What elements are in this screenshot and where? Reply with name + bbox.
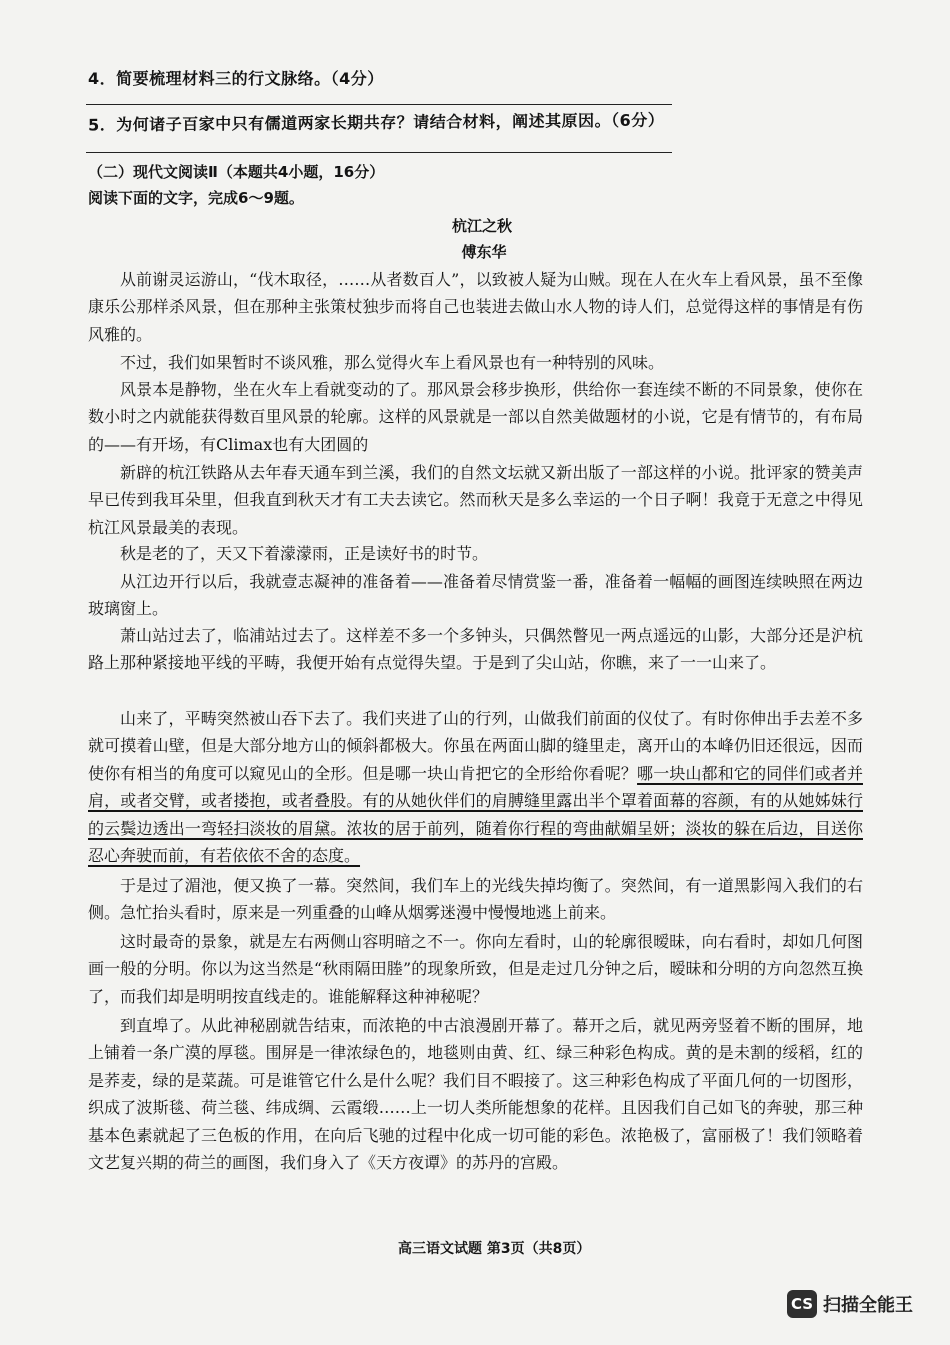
question-5: 5．为何诸子百家中只有儒道两家长期共存？请结合材料，阐述其原因。（6分）: [87, 110, 665, 135]
paragraph-7: 萧山站过去了，临浦站过去了。这样差不多一个多钟头，只偶然瞥见一两点遥远的山影，大部分还是沪杭路上那种紧接地平线的平畴，我便开始有点觉得失望。于是到了尖山站，你瞧，来了一一山来了。: [88, 626, 863, 673]
paragraph-10: 这时最奇的景象，就是左右两侧山容明暗之不一。你向左看时，山的轮廓很暧昧，向右看时，却如几何图画一般的分明。你以为这当然是“秋雨隔田塍”的现象所致，但是走过几分钟之后，暧昧和分明的方向忽然互换了，而我们却是明明按直线走的。谁能解释这种神秘呢？: [88, 932, 863, 1006]
answer-line-5: [86, 152, 672, 153]
paragraph-11: 到直埠了。从此神秘剧就告结束，而浓艳的中古浪漫剧开幕了。幕开之后，就见两旁竖着不断的围屏，地上铺着一条广漠的厚毯。围屏是一律浓绿色的，地毯则由黄、红、绿三种彩色构成。黄的是未割的绥稻，红的是荞麦，绿的是菜蔬。可是谁管它什么是什么呢？我们目不暇接了。这三种彩色构成了平面几何的一切图形，织成了波斯毯、荷兰毯、纬成绸、云霞缎……上一切人类所能想象的花样。且因我们自己如飞的奔驶，那三种基本色素就起了三色板的作用，在向后飞驰的过程中化成一切可能的彩色。浓艳极了，富丽极了！我们领略着文艺复兴期的荷兰的画图，我们身入了《天方夜谭》的苏丹的宫殿。: [88, 1016, 863, 1173]
paragraph-5: 秋是老的了，天又下着濛濛雨，正是读好书的时节。: [120, 544, 489, 563]
watermark-text: 扫描全能王: [823, 1295, 913, 1316]
scanner-watermark: [787, 1290, 913, 1318]
paragraph-8-underlined: 哪一块山都和它的同伴们或者并肩，或者交臂，或者搂抱，或者叠股。有的从她伙伴们的肩膊缝里露出半个罩着面幕的容颜，有的从她姊妹行的云鬓边透出一弯轻扫淡妆的眉黛。浓妆的居于前列，随着你行程的弯曲献媚呈妍；淡妆的躲在后边，目送你忍心奔驶而前，有若依依不舍的态度。: [88, 763, 863, 866]
article-title: 杭江之秋: [451, 217, 512, 235]
paragraph-8-text: 山来了，平畴突然被山吞下去了。我们夹进了山的行列，山做我们前面的仪仗了。有时你伸出手去差不多就可摸着山壁，但是大部分地方山的倾斜都极大。你虽在两面山脚的缝里走，离开山的本峰仍旧还很远，因而使你有相当的角度可以窥见山的全形。但是哪一块山肯把它的全形给你看呢？: [88, 709, 863, 783]
paragraph-3: 风景本是静物，坐在火车上看就变动的了。那风景会移步换形，供给你一套连续不断的不同景象，使你在数小时之内就能获得数百里风景的轮廓。这样的风景就是一部以自然美做题材的小说，它是有情节的，有布局的——有开场，有Climax也有大团圆的: [88, 380, 863, 454]
section-instruction: 阅读下面的文字，完成6～9题。: [88, 189, 304, 207]
section-heading: （二）现代文阅读Ⅱ（本题共4小题，16分）: [88, 163, 385, 181]
page-footer: 高三语文试题 第3页（共8页）: [398, 1241, 591, 1257]
paragraph-8: [88, 705, 863, 869]
paragraph-1: 从前谢灵运游山，“伐木取径，……从者数百人”，以致被人疑为山贼。现在人在火车上看风景，虽不至像康乐公那样杀风景，但在那种主张策杖独步而将自己也装进去做山水人物的诗人们，总觉得这样的事情是有伤风雅的。: [88, 270, 863, 344]
paragraph-4: 新辟的杭江铁路从去年春天通车到兰溪，我们的自然文坛就又新出版了一部这样的小说。批评家的赞美声早已传到我耳朵里，但我直到秋天才有工夫去读它。然而秋天是多么幸运的一个日子啊！我竟于无意之中得见杭江风景最美的表现。: [88, 463, 863, 537]
paragraph-6: 从江边开行以后，我就壹志凝神的准备着——准备着尽情赏鉴一番，准备着一幅幅的画图连续映照在两边玻璃窗上。: [88, 572, 863, 619]
paragraph-9: 于是过了湄池，便又换了一幕。突然间，我们车上的光线失掉均衡了。突然间，有一道黑影闯入我们的右侧。急忙抬头看时，原来是一列重叠的山峰从烟雾迷漫中慢慢地逃上前来。: [88, 876, 863, 923]
answer-line-4: [86, 104, 672, 105]
paragraph-2: 不过，我们如果暂时不谈风雅，那么觉得火车上看风景也有一种特别的风味。: [120, 353, 665, 372]
question-4: 4．简要梳理材料三的行文脉络。（4分）: [88, 69, 384, 88]
camscanner-logo-icon: CS: [787, 1290, 817, 1318]
article-author: 傅东华: [461, 243, 507, 261]
